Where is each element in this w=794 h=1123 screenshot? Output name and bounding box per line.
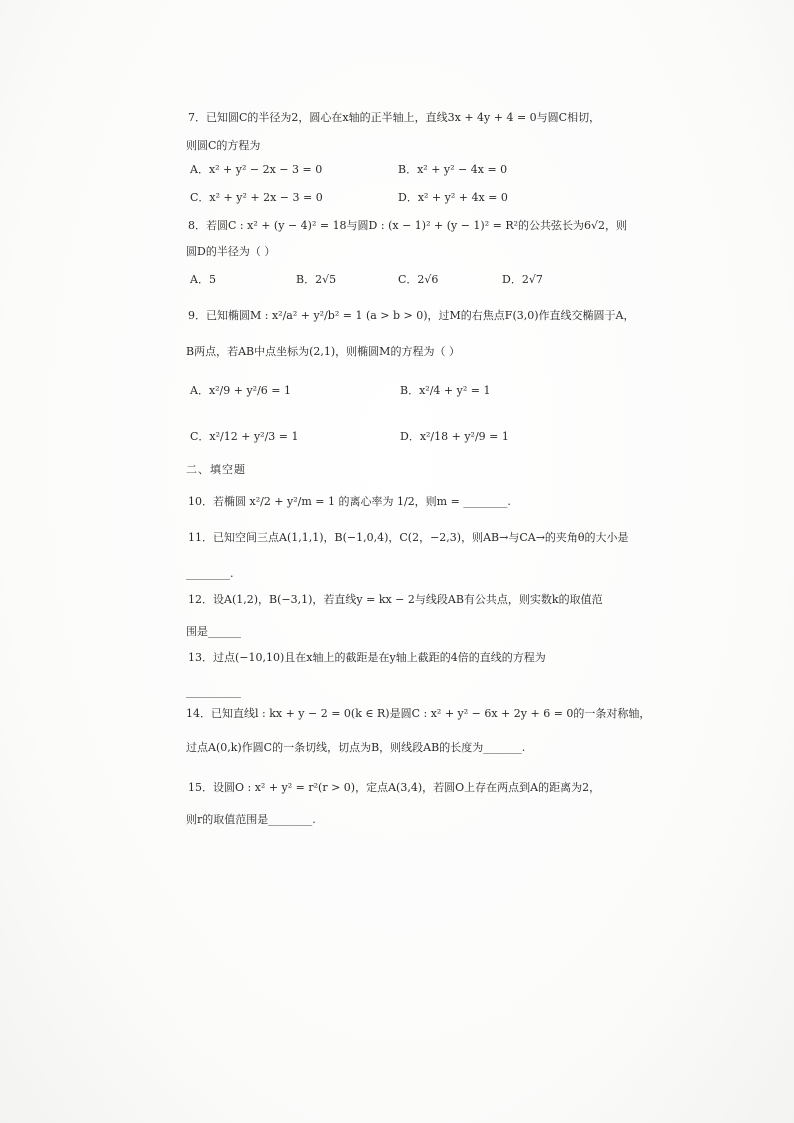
q7-option-a: A．x² + y² − 2x − 3 = 0 bbox=[190, 163, 323, 176]
q8-option-a: A．5 bbox=[190, 273, 216, 286]
q8-option-c: C．2√6 bbox=[398, 273, 439, 286]
q11-line2: ________. bbox=[186, 567, 234, 580]
q9-option-a: A．x²/9 + y²/6 = 1 bbox=[190, 384, 292, 397]
q13-line2: __________ bbox=[186, 685, 241, 698]
q9-stem-line1: 9．已知椭圆M : x²/a² + y²/b² = 1 (a > b > 0)，过M的右焦点F(3,0)作直线交椭圆于A， bbox=[188, 309, 635, 322]
q7-stem-line2: 则圆C的方程为 bbox=[186, 139, 261, 152]
q15-line2: 则r的取值范围是________. bbox=[186, 813, 316, 826]
q9-stem-line2: B两点，若AB中点坐标为(2,1)，则椭圆M的方程为（ ） bbox=[186, 345, 460, 358]
q9-option-d: D．x²/18 + y²/9 = 1 bbox=[400, 430, 509, 443]
q8-stem-line1: 8．若圆C : x² + (y − 4)² = 18与圆D : (x − 1)² + (y − 1)² = R²的公共弦长为6√2，则 bbox=[188, 219, 628, 232]
q8-option-d: D．2√7 bbox=[502, 273, 543, 286]
section-fill-in-heading: 二、填空题 bbox=[186, 463, 246, 476]
q14-line2: 过点A(0,k)作圆C的一条切线，切点为B，则线段AB的长度为_______. bbox=[186, 741, 526, 754]
q8-option-b: B．2√5 bbox=[296, 273, 337, 286]
q15-line1: 15．设圆O : x² + y² = r²(r > 0)，定点A(3,4)，若圆O上存在两点到A的距离为2， bbox=[188, 781, 601, 794]
q12-line2: 围是______ bbox=[186, 625, 241, 638]
q8-stem-line2: 圆D的半径为（ ） bbox=[186, 245, 276, 258]
q7-stem-line1: 7．已知圆C的半径为2，圆心在x轴的正半轴上，直线3x + 4y + 4 = 0与圆C相切， bbox=[188, 111, 601, 124]
q7-option-d: D．x² + y² + 4x = 0 bbox=[398, 191, 508, 204]
q7-option-b: B．x² + y² − 4x = 0 bbox=[398, 163, 508, 176]
q7-option-c: C．x² + y² + 2x − 3 = 0 bbox=[190, 191, 323, 204]
q13-line1: 13．过点(−10,10)且在x轴上的截距是在y轴上截距的4倍的直线的方程为 bbox=[188, 651, 546, 664]
q9-option-c: C．x²/12 + y²/3 = 1 bbox=[190, 430, 299, 443]
q11-line1: 11．已知空间三点A(1,1,1)，B(−1,0,4)，C(2，−2,3)，则AB→与CA→的夹角θ的大小是 bbox=[188, 531, 629, 544]
q9-option-b: B．x²/4 + y² = 1 bbox=[400, 384, 491, 397]
q14-line1: 14．已知直线l : kx + y − 2 = 0(k ∈ R)是圆C : x² + y² − 6x + 2y + 6 = 0的一条对称轴， bbox=[186, 707, 651, 720]
q10-line: 10．若椭圆 x²/2 + y²/m = 1 的离心率为 1/2，则m = ________. bbox=[188, 495, 511, 508]
q12-line1: 12．设A(1,2)，B(−3,1)，若直线y = kx − 2与线段AB有公共点，则实数k的取值范 bbox=[188, 593, 603, 606]
